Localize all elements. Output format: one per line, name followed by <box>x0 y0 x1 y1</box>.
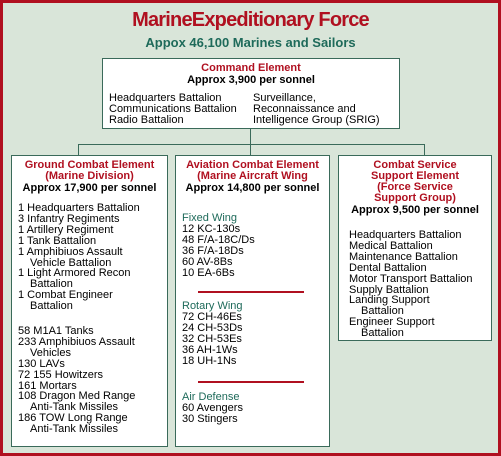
support-units-list <box>349 230 473 339</box>
ground-equipment-item: Anti-Tank Missiles <box>30 401 119 414</box>
ground-equipment-item: 161 Mortars <box>18 379 77 392</box>
support-unit-item: Landing Support <box>349 294 430 307</box>
support-unit-item: Motor Transport Battalion <box>349 272 473 285</box>
chart-subtitle: Appox 46,100 Marines and Sailors <box>145 35 356 50</box>
support-element-personnel: Approx 9,500 per sonnel <box>351 204 479 216</box>
ground-unit-item: 1 Light Armored Recon <box>18 267 131 280</box>
connector-left-drop <box>78 144 79 155</box>
ground-equipment-item: 186 TOW Long Range <box>18 412 128 425</box>
support-element-subtitle: (Force Service <box>377 181 453 193</box>
connector-horizontal <box>78 144 425 145</box>
command-right-units <box>253 93 380 126</box>
support-unit-item: Medical Battalion <box>349 239 433 252</box>
org-chart <box>3 3 498 453</box>
connector-middle-drop <box>250 144 251 155</box>
air-defense-list <box>182 403 243 425</box>
ground-equipment-list <box>18 326 135 435</box>
air-defense-item: 30 Stingers <box>182 412 238 425</box>
rotary-wing-list <box>182 312 243 367</box>
ground-element-personnel: Approx 17,900 per sonnel <box>22 182 157 194</box>
ground-units-list <box>18 203 140 312</box>
command-element-personnel: Approx 3,900 per sonnel <box>187 74 315 86</box>
ground-equipment-item: 233 Amphibiuos Assault <box>18 335 135 348</box>
rotary-wing-item: 72 CH-46Es <box>182 311 242 323</box>
command-left-units <box>109 93 237 126</box>
ground-element-subtitle: (Marine Division) <box>45 170 134 182</box>
ground-element-title: Ground Combat Element <box>24 159 155 171</box>
section-divider <box>198 381 304 383</box>
ground-unit-item: Battalion <box>30 278 73 291</box>
connector-top-vertical <box>250 128 251 144</box>
ground-equipment-item: 72 155 Howitzers <box>18 368 103 381</box>
support-unit-item: Engineer Support <box>349 316 435 329</box>
fixed-wing-label: Fixed Wing <box>182 212 238 224</box>
aviation-combat-element-box <box>175 155 330 447</box>
support-unit-item: Battalion <box>361 327 404 340</box>
support-unit-item: Supply Battalion <box>349 283 429 296</box>
command-unit: Headquarters Battalion <box>109 92 222 104</box>
ground-unit-item: Vehicle Battalion <box>30 256 112 269</box>
rotary-wing-label: Rotary Wing <box>182 300 243 312</box>
fixed-wing-list <box>182 224 255 279</box>
rotary-wing-item: 18 UH-1Ns <box>182 354 237 367</box>
connector-right-drop <box>424 144 425 155</box>
ground-unit-item: 3 Infantry Regiments <box>18 212 120 225</box>
air-defense-item: 60 Avengers <box>182 402 243 414</box>
command-element-title: Command Element <box>201 62 301 74</box>
aviation-element-personnel: Approx 14,800 per sonnel <box>185 182 320 194</box>
ground-unit-item: 1 Artillery Regiment <box>18 223 114 236</box>
support-element-title: Support Element <box>370 170 459 182</box>
ground-unit-item: 1 Amphibiuos Assault <box>18 245 123 258</box>
command-unit: Radio Battalion <box>109 113 184 126</box>
combat-service-support-box <box>338 155 492 341</box>
support-element-title: Combat Service <box>373 159 457 171</box>
support-element-subtitle: Support Group) <box>374 192 456 204</box>
chart-title: MarineExpeditionary Force <box>132 9 369 31</box>
rotary-wing-item: 36 AH-1Ws <box>182 343 238 356</box>
ground-unit-item: 1 Combat Engineer <box>18 289 113 302</box>
rotary-wing-item: 32 CH-53Es <box>182 332 242 345</box>
fixed-wing-item: 48 F/A-18C/Ds <box>182 233 255 246</box>
section-divider <box>198 291 304 293</box>
fixed-wing-item: 10 EA-6Bs <box>182 266 235 279</box>
fixed-wing-item: 12 KC-130s <box>182 223 241 235</box>
ground-equipment-item: 108 Dragon Med Range <box>18 390 136 403</box>
fixed-wing-item: 36 F/A-18Ds <box>182 244 244 257</box>
support-unit-item: Battalion <box>361 305 404 318</box>
ground-unit-item: 1 Tank Battalion <box>18 234 97 247</box>
support-unit-item: Maintenance Battalion <box>349 250 458 263</box>
command-unit: Intelligence Group (SRIG) <box>253 113 380 126</box>
fixed-wing-item: 60 AV-8Bs <box>182 255 233 268</box>
ground-equipment-item: Vehicles <box>30 346 71 359</box>
ground-combat-element-box <box>11 155 168 447</box>
aviation-element-title: Aviation Combat Element <box>186 159 319 171</box>
command-unit: Surveillance, <box>253 92 316 104</box>
rotary-wing-item: 24 CH-53Ds <box>182 321 243 334</box>
ground-equipment-item: 130 LAVs <box>18 357 65 370</box>
ground-unit-item: Battalion <box>30 300 73 313</box>
air-defense-label: Air Defense <box>182 391 240 403</box>
ground-unit-item: 1 Headquarters Battalion <box>18 202 140 214</box>
support-unit-item: Dental Battalion <box>349 261 427 274</box>
command-unit: Reconnaissance and <box>253 102 356 115</box>
aviation-element-subtitle: (Marine Aircraft Wing <box>197 170 308 182</box>
ground-equipment-item: 58 M1A1 Tanks <box>18 325 94 337</box>
support-unit-item: Headquarters Battalion <box>349 229 462 241</box>
command-unit: Communications Battalion <box>109 102 237 115</box>
command-element-box <box>102 58 400 129</box>
ground-equipment-item: Anti-Tank Missiles <box>30 423 119 436</box>
